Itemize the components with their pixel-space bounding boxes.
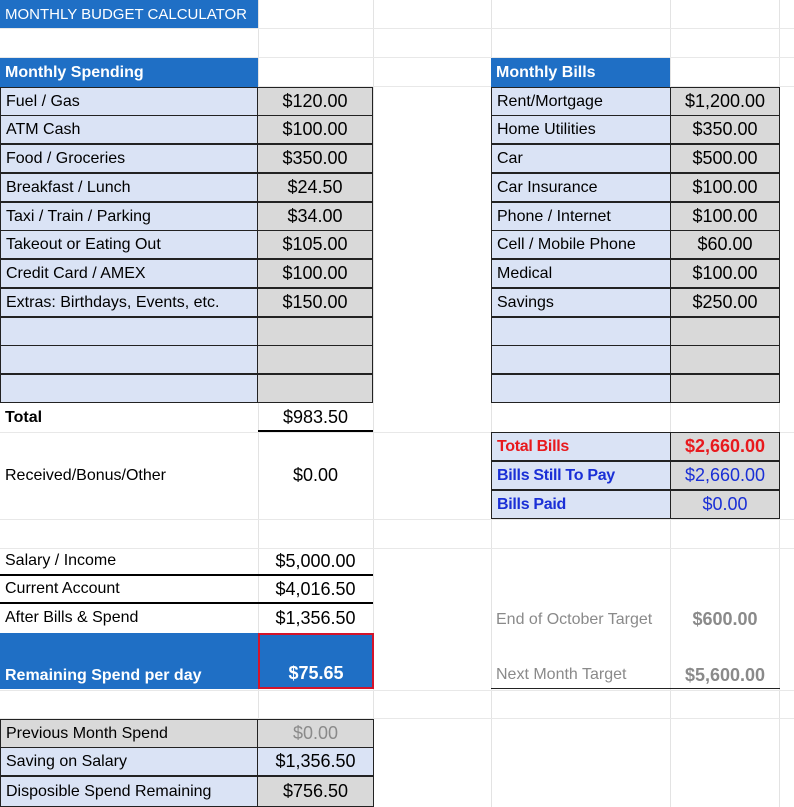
- spending-label[interactable]: ATM Cash: [0, 115, 258, 144]
- grid-row-line: [0, 690, 794, 691]
- spending-value[interactable]: $34.00: [257, 202, 373, 231]
- bills-label[interactable]: Car Insurance: [491, 173, 671, 202]
- spending-total-label[interactable]: Total: [5, 409, 43, 426]
- october-target-label[interactable]: End of October Target: [496, 610, 653, 628]
- bills-empty-label[interactable]: [491, 345, 671, 374]
- next-month-target-value[interactable]: $5,600.00: [670, 662, 780, 689]
- next-month-target-label[interactable]: Next Month Target: [491, 662, 671, 689]
- spending-label[interactable]: Takeout or Eating Out: [0, 230, 258, 259]
- previous-month-label[interactable]: Previous Month Spend: [0, 719, 258, 748]
- bills-still-to-pay-value[interactable]: $2,660.00: [670, 461, 780, 490]
- salary-label[interactable]: Salary / Income: [0, 548, 258, 576]
- bills-value[interactable]: $100.00: [670, 259, 780, 288]
- salary-value[interactable]: $5,000.00: [258, 548, 373, 576]
- spending-total-value[interactable]: $983.50: [258, 404, 373, 432]
- bills-empty-value[interactable]: [670, 374, 780, 403]
- bills-paid-label[interactable]: Bills Paid: [491, 490, 671, 519]
- total-bills-label[interactable]: Total Bills: [491, 432, 671, 461]
- spending-value[interactable]: $120.00: [257, 87, 373, 116]
- bills-label[interactable]: Savings: [491, 288, 671, 317]
- bills-still-to-pay-label[interactable]: Bills Still To Pay: [491, 461, 671, 490]
- spending-label[interactable]: Taxi / Train / Parking: [0, 202, 258, 231]
- spending-empty-label[interactable]: [0, 317, 258, 346]
- spending-value[interactable]: $100.00: [257, 259, 373, 288]
- saving-on-salary-label[interactable]: Saving on Salary: [0, 747, 258, 776]
- october-target-value[interactable]: $600.00: [692, 609, 758, 629]
- spending-value[interactable]: $100.00: [257, 115, 373, 144]
- spending-header[interactable]: Monthly Spending: [0, 58, 258, 87]
- bills-label[interactable]: Home Utilities: [491, 115, 671, 144]
- bills-value[interactable]: $500.00: [670, 144, 780, 173]
- disposable-spend-label[interactable]: Disposible Spend Remaining: [0, 776, 258, 807]
- bills-value[interactable]: $60.00: [670, 230, 780, 259]
- spending-label[interactable]: Extras: Birthdays, Events, etc.: [0, 288, 258, 317]
- spending-empty-value[interactable]: [257, 374, 373, 403]
- bills-empty-label[interactable]: [491, 317, 671, 346]
- spending-value[interactable]: $24.50: [257, 173, 373, 202]
- spending-value[interactable]: $350.00: [257, 144, 373, 173]
- bills-value[interactable]: $1,200.00: [670, 87, 780, 116]
- spending-empty-label[interactable]: [0, 345, 258, 374]
- bills-empty-value[interactable]: [670, 317, 780, 346]
- current-account-value[interactable]: $4,016.50: [258, 576, 373, 604]
- bills-empty-value[interactable]: [670, 345, 780, 374]
- received-label[interactable]: Received/Bonus/Other: [5, 466, 166, 484]
- current-account-label[interactable]: Current Account: [0, 576, 258, 604]
- bills-value[interactable]: $100.00: [670, 173, 780, 202]
- page-title[interactable]: MONTHLY BUDGET CALCULATOR: [0, 0, 258, 28]
- spending-empty-label[interactable]: [0, 374, 258, 403]
- after-bills-label[interactable]: After Bills & Spend: [5, 609, 139, 626]
- spending-label[interactable]: Food / Groceries: [0, 144, 258, 173]
- bills-value[interactable]: $250.00: [670, 288, 780, 317]
- total-bills-value[interactable]: $2,660.00: [670, 432, 780, 461]
- bills-label[interactable]: Cell / Mobile Phone: [491, 230, 671, 259]
- bills-label[interactable]: Rent/Mortgage: [491, 87, 671, 116]
- saving-on-salary-value[interactable]: $1,356.50: [257, 747, 374, 776]
- bills-label[interactable]: Car: [491, 144, 671, 173]
- previous-month-value[interactable]: $0.00: [257, 719, 374, 748]
- spending-label[interactable]: Fuel / Gas: [0, 87, 258, 116]
- remaining-spend-label[interactable]: Remaining Spend per day: [0, 633, 258, 689]
- bills-empty-label[interactable]: [491, 374, 671, 403]
- bills-value[interactable]: $350.00: [670, 115, 780, 144]
- spending-value[interactable]: $105.00: [257, 230, 373, 259]
- after-bills-value[interactable]: $1,356.50: [275, 607, 356, 628]
- bills-header[interactable]: Monthly Bills: [491, 58, 670, 87]
- spending-label[interactable]: Breakfast / Lunch: [0, 173, 258, 202]
- bills-paid-value[interactable]: $0.00: [670, 490, 780, 519]
- bills-label[interactable]: Phone / Internet: [491, 202, 671, 231]
- spending-value[interactable]: $150.00: [257, 288, 373, 317]
- disposable-spend-value[interactable]: $756.50: [257, 776, 374, 807]
- remaining-spend-value[interactable]: $75.65: [258, 633, 374, 689]
- spending-label[interactable]: Credit Card / AMEX: [0, 259, 258, 288]
- grid-row-line: [0, 519, 794, 520]
- spending-empty-value[interactable]: [257, 345, 373, 374]
- bills-value[interactable]: $100.00: [670, 202, 780, 231]
- spending-empty-value[interactable]: [257, 317, 373, 346]
- received-value[interactable]: $0.00: [292, 465, 339, 485]
- grid-row-line: [0, 28, 794, 29]
- bills-label[interactable]: Medical: [491, 259, 671, 288]
